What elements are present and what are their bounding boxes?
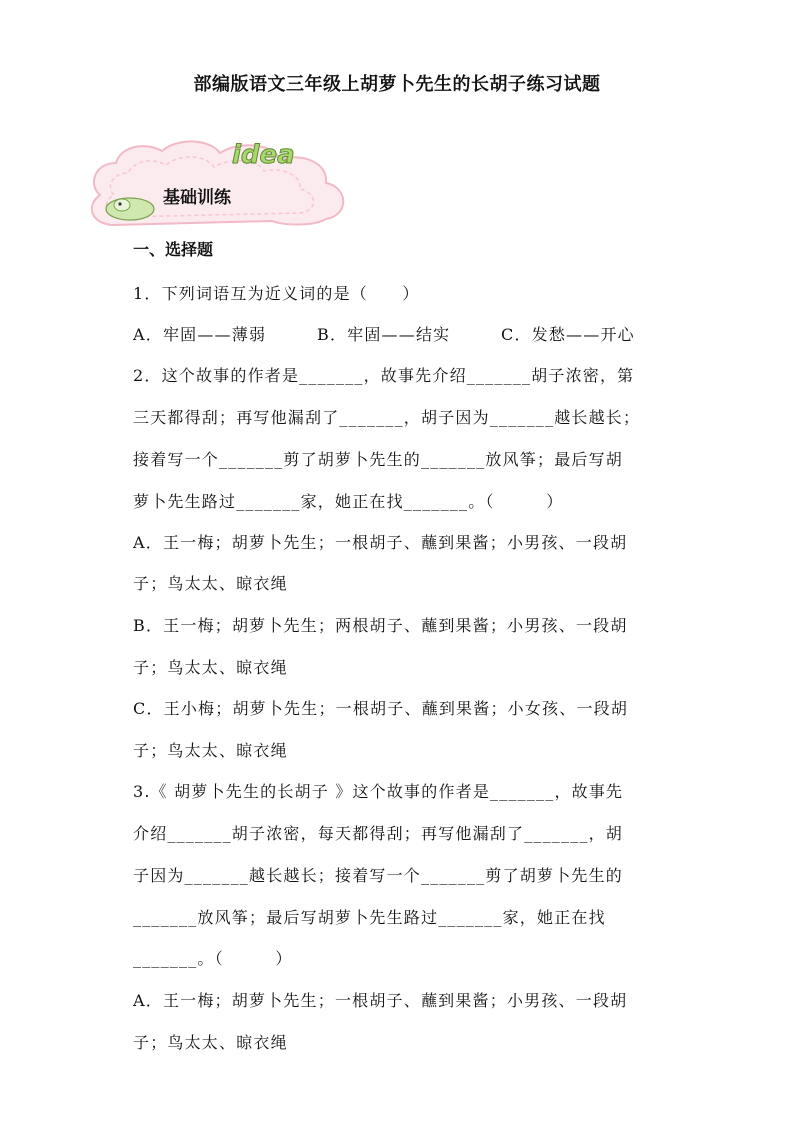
question-1-options <box>133 322 635 345</box>
question-2-option-c-cont: 子；鸟太太、晾衣绳 <box>133 741 288 760</box>
svg-text:idea: idea <box>232 140 295 170</box>
page-title: 部编版语文三年级上胡萝卜先生的长胡子练习试题 <box>193 74 601 95</box>
question-3-line: _______。（ ） <box>133 949 293 968</box>
question-2-option-b: B．王一梅；胡萝卜先生；两根胡子、蘸到果酱；小男孩、一段胡 <box>133 616 628 635</box>
question-3-line: _______放风筝；最后写胡萝卜先生路过_______家，她正在找 <box>133 908 606 927</box>
question-3-option-a-cont: 子；鸟太太、晾衣绳 <box>133 1033 288 1052</box>
question-2-option-a-cont: 子；鸟太太、晾衣绳 <box>133 574 288 593</box>
question-2-line: 接着写一个_______剪了胡萝卜先生的_______放风筝；最后写胡 <box>133 450 624 469</box>
section-banner-cloud <box>82 133 362 228</box>
section-heading: 一、选择题 <box>133 240 214 259</box>
question-3-line: 3.《 胡萝卜先生的长胡子 》这个故事的作者是_______，故事先 <box>133 782 624 801</box>
option-c: C．发愁——开心 <box>501 325 635 344</box>
idea-logo-icon <box>232 140 295 170</box>
question-2-option-c: C．王小梅；胡萝卜先生；一根胡子、蘸到果酱；小女孩、一段胡 <box>133 699 629 718</box>
option-b: B．牢固——结实 <box>317 325 451 344</box>
banner-label: 基础训练 <box>163 188 231 208</box>
question-1-stem: 1．下列词语互为近义词的是（ ） <box>133 284 420 303</box>
question-2-line: 萝卜先生路过_______家，她正在找_______。（ ） <box>133 492 564 511</box>
question-2-line: 三天都得刮；再写他漏刮了_______，胡子因为_______越长越长； <box>133 408 641 427</box>
seal-doodle-icon <box>106 198 154 220</box>
option-a: A．牢固——薄弱 <box>133 325 267 344</box>
question-3-line: 子因为_______越长越长；接着写一个_______剪了胡萝卜先生的 <box>133 866 624 885</box>
question-3-option-a: A．王一梅；胡萝卜先生；一根胡子、蘸到果酱；小男孩、一段胡 <box>133 991 628 1010</box>
question-2-option-b-cont: 子；鸟太太、晾衣绳 <box>133 658 288 677</box>
question-2-option-a: A．王一梅；胡萝卜先生；一根胡子、蘸到果酱；小男孩、一段胡 <box>133 533 628 552</box>
question-2-line: 2．这个故事的作者是_______，故事先介绍_______胡子浓密，第 <box>133 366 635 385</box>
question-3-line: 介绍_______胡子浓密，每天都得刮；再写他漏刮了_______，胡 <box>133 824 624 843</box>
